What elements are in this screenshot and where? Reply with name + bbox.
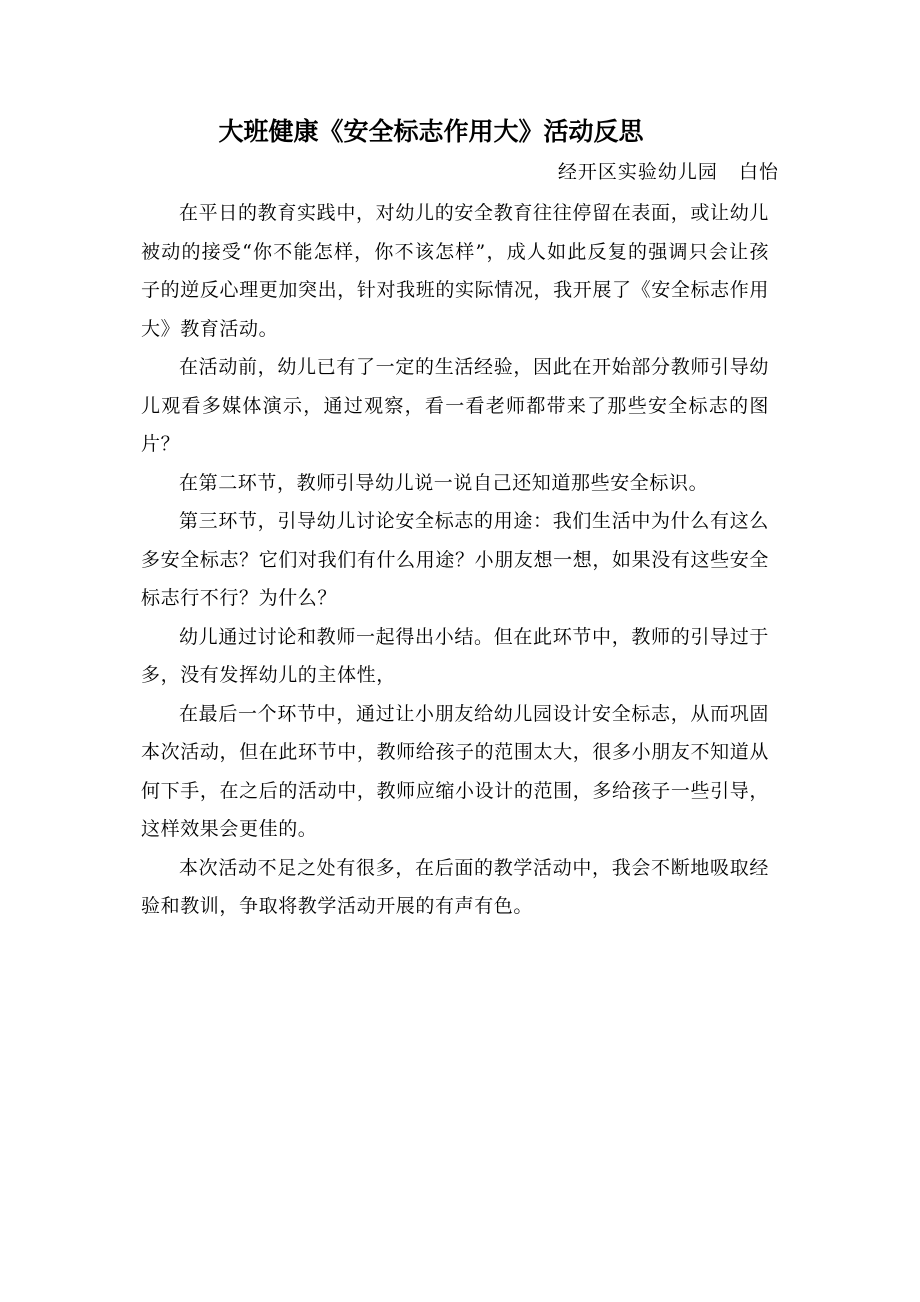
paragraph: 第三环节，引导幼儿讨论安全标志的用途：我们生活中为什么有这么多安全标志？它们对我们有什么用途？小朋友想一想，如果没有这些安全标志行不行？为什么？ bbox=[141, 510, 769, 609]
document-body bbox=[141, 194, 769, 926]
document-title: 大班健康《安全标志作用大》活动反思 bbox=[218, 117, 644, 146]
paragraph: 幼儿通过讨论和教师一起得出小结。但在此环节中，教师的引导过于多，没有发挥幼儿的主体性， bbox=[141, 625, 769, 686]
paragraph: 在第二环节，教师引导幼儿说一说自己还知道那些安全标识。 bbox=[179, 471, 709, 494]
paragraph: 在平日的教育实践中，对幼儿的安全教育往往停留在表面，或让幼儿被动的接受“你不能怎样，你不该怎样”，成人如此反复的强调只会让孩子的逆反心理更加突出，针对我班的实际情况，我开展了《安全标志作用大》教育活动。 bbox=[141, 202, 769, 340]
paragraph: 在活动前，幼儿已有了一定的生活经验，因此在开始部分教师引导幼儿观看多媒体演示，通过观察，看一看老师都带来了那些安全标志的图片？ bbox=[141, 356, 769, 455]
paragraph: 在最后一个环节中，通过让小朋友给幼儿园设计安全标志，从而巩固本次活动，但在此环节中，教师给孩子的范围太大，很多小朋友不知道从何下手，在之后的活动中，教师应缩小设计的范围，多给孩子一些引导，这样效果会更佳的。 bbox=[141, 702, 769, 840]
author-line: 经开区实验幼儿园 白怡 bbox=[557, 161, 779, 183]
paragraph: 本次活动不足之处有很多，在后面的教学活动中，我会不断地吸取经验和教训，争取将教学活动开展的有声有色。 bbox=[141, 856, 769, 917]
